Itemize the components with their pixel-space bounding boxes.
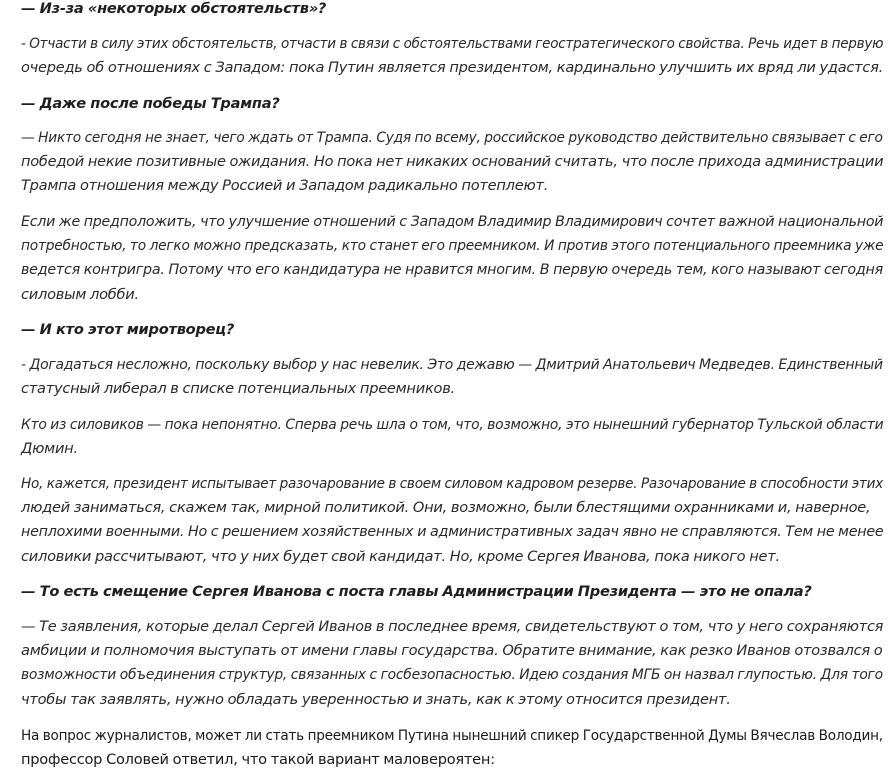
interview-answer xyxy=(21,32,883,80)
text-line: — То есть смещение Сергея Иванова с поста главы Администрации Президента — это не опала? xyxy=(21,583,812,600)
text-line: статусный либерал в списке потенциальных преемников. xyxy=(21,380,455,398)
text-line: Если же предположить, что улучшение отношений с Западом Владимир Владимирович сочтет важной национальной xyxy=(21,213,884,230)
text-line: Дюмин. xyxy=(21,440,78,458)
text-line: — Те заявления, которые делал Сергей Иванов в последнее время, свидетельствуют о том, что у него сохраняются xyxy=(21,618,884,635)
text-line: неплохими военными. Но с решением хозяйственных и административных задач явно не справляются. Тем не менее xyxy=(21,523,884,541)
text-line: очередь об отношениях с Западом: пока Путин является президентом, кардинально улучшить их вряд ли удастся. xyxy=(21,59,884,77)
text-line: людей заниматься, скажем так, мирной политикой. Они, возможно, были блестящими охранниками и, наверное, xyxy=(21,499,871,517)
text-line: - Догадаться несложно, поскольку выбор у нас невелик. Это дежавю — Дмитрий Анатольевич Медведев. Единственный xyxy=(21,356,883,373)
interview-answer xyxy=(21,413,883,461)
interview-question xyxy=(21,92,883,116)
text-line: — Даже после победы Трампа? xyxy=(21,95,280,112)
text-line: - Отчасти в силу этих обстоятельств, отчасти в связи с обстоятельствами геостратегического свойства. Речь идет в первую xyxy=(21,35,884,52)
text-line: — Из-за «некоторых обстоятельств»? xyxy=(21,0,327,17)
interview-question xyxy=(21,580,883,604)
text-line: силовым лобби. xyxy=(21,285,139,303)
interview-answer xyxy=(21,126,883,199)
interview-question xyxy=(21,0,883,21)
interview-answer xyxy=(21,353,883,401)
interview-answer xyxy=(21,615,883,712)
text-line: Кто из силовиков — пока непонятно. Сперва речь шла о том, что, возможно, это нынешний губернатор Тульской области xyxy=(21,416,884,433)
text-line: На вопрос журналистов, может ли стать преемником Путина нынешний спикер Государственной Думы Вячеслав Володин, xyxy=(21,727,883,744)
text-line: чтобы так заявлять, нужно обладать уверенностью и знать, как к этому относится президент. xyxy=(21,690,731,708)
text-line: Но, кажется, президент испытывает разочарование в своем силовом кадровом резерве. Разочарование в способности этих xyxy=(21,475,884,492)
text-line: Трампа отношения между Россией и Западом радикально потеплеют. xyxy=(21,177,549,195)
interview-question xyxy=(21,318,883,342)
text-line: потребностью, то легко можно предсказать, кто станет его преемником. И против этого потенциального преемника уже xyxy=(21,237,884,255)
text-line: — И кто этот миротворец? xyxy=(21,321,235,338)
text-line: победой некие позитивные ожидания. Но пока нет никаких оснований считать, что после прихода администрации xyxy=(21,153,884,171)
text-line: профессор Соловей ответил, что такой вариант маловероятен: xyxy=(21,751,495,769)
text-line: силовики рассчитывают, что у них будет свой кандидат. Но, кроме Сергея Иванова, пока никого нет. xyxy=(21,547,780,565)
text-line: ведется контригра. Потому что его кандидатура не нравится многим. В первую очередь тем, кого называют сегодня xyxy=(21,261,883,279)
text-line: амбиции и полномочия выступать от имени главы государства. Обратите внимание, как резко Иванов отозвался о xyxy=(21,642,883,660)
interview-answer xyxy=(21,210,883,307)
text-line: возможности объединения структур, связанных с госбезопасностью. Идею создания МГБ он назвал глупостью. Для того xyxy=(21,666,883,684)
interview-answer xyxy=(21,472,883,569)
narrative-paragraph xyxy=(21,724,883,772)
text-line: — Никто сегодня не знает, чего ждать от Трампа. Судя по всему, российское руководство действительно связывает с его xyxy=(21,129,883,146)
